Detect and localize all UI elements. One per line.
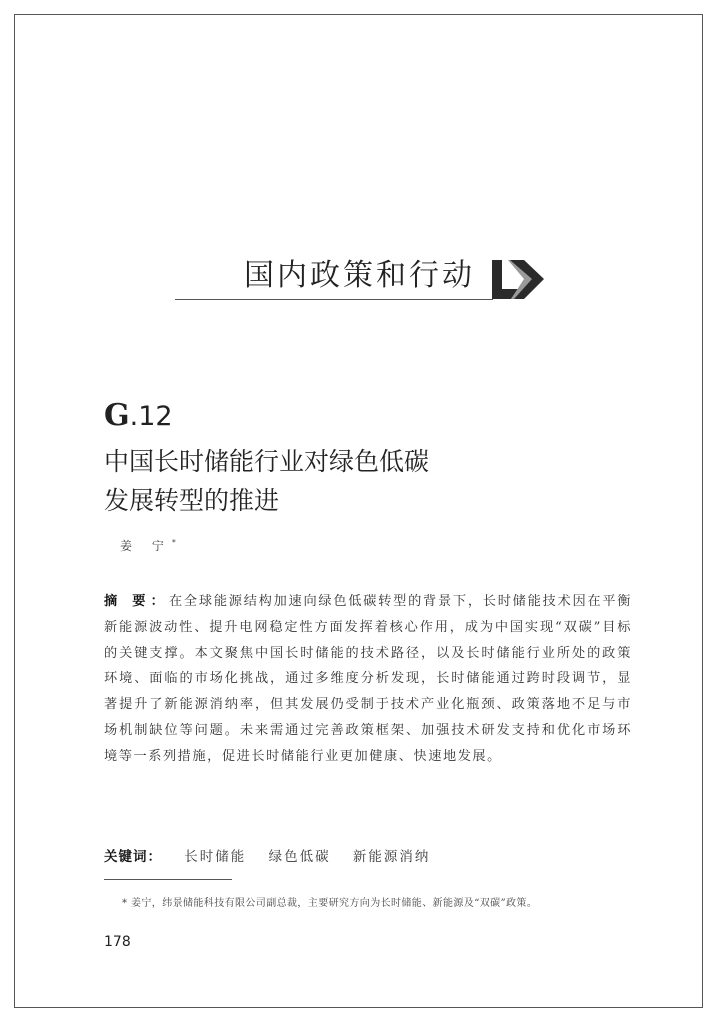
keyword-item: 长时储能 xyxy=(184,849,247,865)
section-emblem-icon xyxy=(488,257,548,305)
keyword-item: 绿色低碳 xyxy=(268,849,331,865)
keywords xyxy=(104,845,430,865)
author-name: 姜 宁 xyxy=(120,539,172,553)
keyword-item: 新能源消纳 xyxy=(352,849,431,865)
section-title-rule xyxy=(175,299,493,300)
article-code xyxy=(104,398,173,433)
abstract-label: 摘 要： xyxy=(104,594,169,609)
article-title-line1: 中国长时储能行业对绿色低碳 xyxy=(104,447,430,476)
author-footnote-mark: * xyxy=(171,538,176,547)
footnote xyxy=(122,894,537,909)
abstract xyxy=(104,589,632,770)
article-title-line2: 发展转型的推进 xyxy=(104,486,280,515)
footnote-mark: * xyxy=(122,898,128,909)
article-code-number: .12 xyxy=(129,401,173,432)
footnote-rule xyxy=(104,879,232,880)
author xyxy=(120,537,176,554)
abstract-text: 在全球能源结构加速向绿色低碳转型的背景下，长时储能技术因在平衡新能源波动性、提升电网稳定性方面发挥着核心作用，成为中国实现“双碳”目标的关键支撑。本文聚焦中国长时储能的技术路径，以及长时储能行业所处的政策环境、面临的市场化挑战，通过多维度分析发现，长时储能通过跨时段调节，显著提升了新能源消纳率，但其发展仍受制于技术产业化瓶颈、政策落地不足与市场机制缺位等问题。未来需通过完善政策框架、加强技术研发支持和优化市场环境等一系列措施，促进长时储能行业更加健康、快速地发展。 xyxy=(104,594,633,764)
article-title xyxy=(104,442,624,520)
article-code-letter: G xyxy=(104,398,130,433)
keywords-label: 关键词： xyxy=(104,849,162,865)
footnote-text: 姜宁，纬景储能科技有限公司副总裁，主要研究方向为长时储能、新能源及“双碳”政策。 xyxy=(131,898,538,909)
section-title: 国内政策和行动 xyxy=(244,258,475,293)
page-number: 178 xyxy=(104,934,131,950)
